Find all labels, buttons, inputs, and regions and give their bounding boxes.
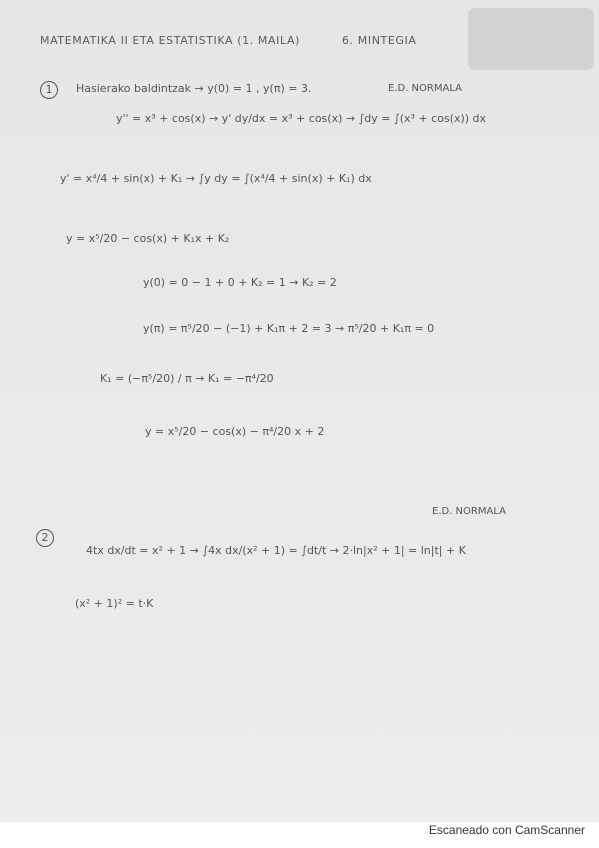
- problem-1-number: 1: [40, 81, 58, 99]
- problem-1-line-3: y = x⁵/20 − cos(x) + K₁x + K₂: [66, 232, 230, 245]
- problem-1-line-6: K₁ = (−π⁵/20) / π → K₁ = −π⁴/20: [100, 372, 274, 385]
- seminar-title: 6. MINTEGIA: [342, 34, 417, 47]
- problem-2-solution: (x² + 1)² = t·K: [75, 597, 154, 610]
- problem-1-line-1: y'' = x³ + cos(x) → y' dy/dx = x³ + cos(x) → ∫dy = ∫(x³ + cos(x)) dx: [116, 112, 487, 125]
- camscanner-watermark: Escaneado con CamScanner: [428, 823, 585, 837]
- problem-1-solution: y = x⁵/20 − cos(x) − π⁴/20 x + 2: [145, 425, 325, 438]
- problem-2-line-1: 4tx dx/dt = x² + 1 → ∫4x dx/(x² + 1) = ∫dt/t → 2·ln|x² + 1| = ln|t| + K: [86, 544, 466, 557]
- problem-1-line-2: y' = x⁴/4 + sin(x) + K₁ → ∫y dy = ∫(x⁴/4 + sin(x) + K₁) dx: [60, 172, 372, 185]
- problem-1-type: E.D. NORMALA: [388, 83, 462, 94]
- initial-conditions: Hasierako baldintzak → y(0) = 1 , y(π) = 3.: [76, 82, 312, 95]
- problem-1-line-4: y(0) = 0 − 1 + 0 + K₂ = 1 → K₂ = 2: [143, 276, 337, 289]
- problem-2-type: E.D. NORMALA: [432, 506, 506, 517]
- problem-2-number: 2: [36, 529, 54, 547]
- redacted-area: [468, 8, 594, 70]
- problem-1-line-5: y(π) = π⁵/20 − (−1) + K₁π + 2 = 3 → π⁵/20 + K₁π = 0: [143, 322, 435, 335]
- course-title: MATEMATIKA II ETA ESTATISTIKA (1. MAILA): [40, 34, 300, 47]
